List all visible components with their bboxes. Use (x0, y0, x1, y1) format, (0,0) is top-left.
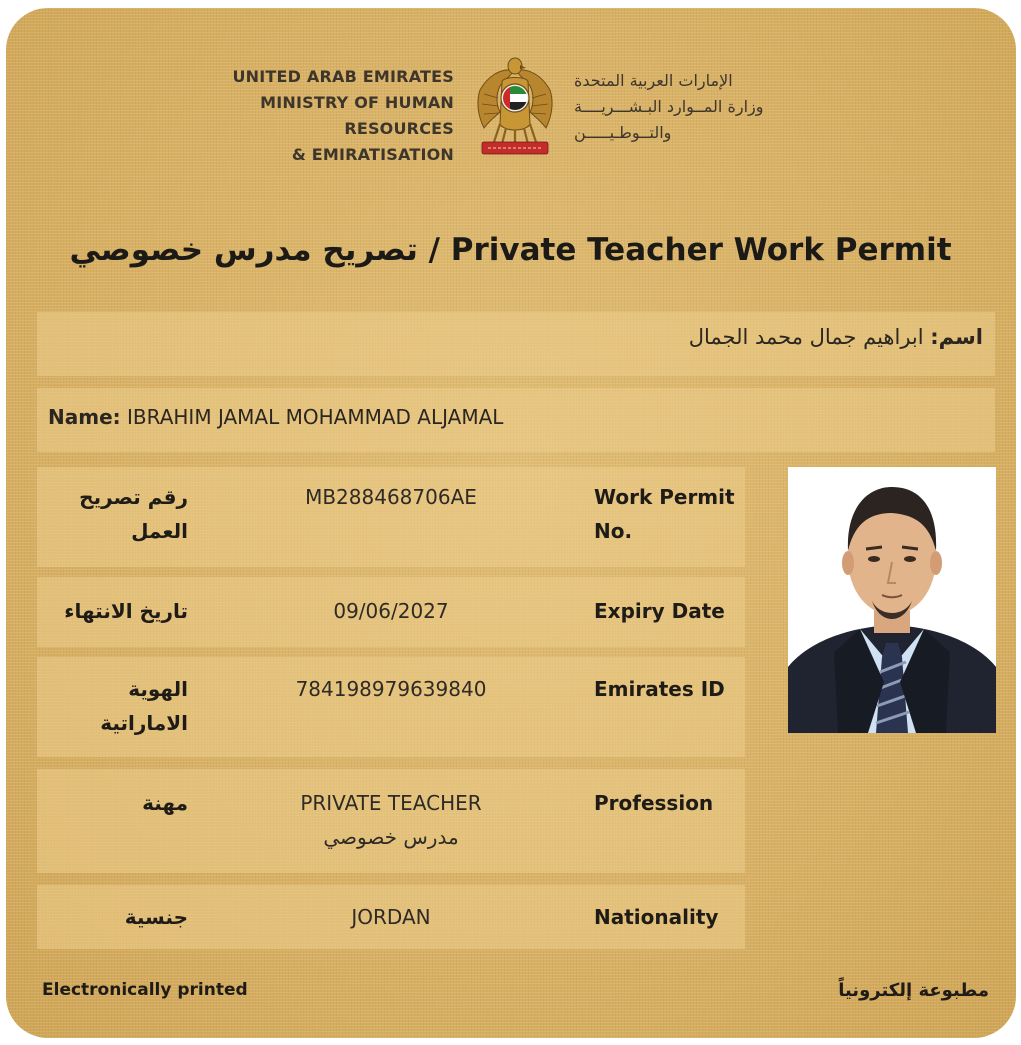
expiry-date-label-en: Expiry Date (594, 599, 725, 623)
name-arabic (689, 325, 983, 349)
profession-label-en: Profession (594, 791, 714, 815)
nationality-label-ar: جنسية (124, 905, 188, 929)
profession-label-ar: مهنة (142, 791, 188, 815)
profession-value-ar: مدرس خصوصي (323, 825, 459, 849)
profession-value-en: PRIVATE TEACHER (300, 791, 482, 815)
work-permit-no-value: MB288468706AE (305, 485, 477, 509)
work-permit-no-label-ar: رقم تصريح العمل (79, 485, 188, 543)
emirates-id-label-en: Emirates ID (594, 677, 725, 701)
nationality-label-en: Nationality (594, 905, 719, 929)
emirates-id-value: 784198979639840 (295, 677, 487, 701)
person-portrait-icon (788, 467, 996, 733)
header-en-line3: & EMIRATISATION (291, 145, 454, 164)
header-ar-line1: الإمارات العربية المتحدة (574, 71, 733, 90)
expiry-date-value: 09/06/2027 (333, 599, 449, 623)
uae-emblem-icon (470, 50, 560, 160)
name-english-label: Name: (48, 405, 121, 429)
work-permit-no-label-en: Work Permit No. (594, 485, 735, 543)
footer-english: Electronically printed (42, 980, 248, 1000)
nationality-value: JORDAN (351, 905, 431, 929)
name-arabic-value: ابراهيم جمال محمد الجمال (688, 325, 924, 349)
name-arabic-label: اسم: (930, 325, 983, 349)
name-english-value: IBRAHIM JAMAL MOHAMMAD ALJAMAL (127, 405, 504, 429)
holder-photo (788, 467, 996, 733)
header-ar-line2: وزارة المــوارد البـشـــريــــة (574, 97, 764, 116)
header-english (154, 64, 454, 168)
expiry-date-label-ar: تاريخ الانتهاء (64, 599, 188, 623)
emirates-id-label-ar: الهوية الاماراتية (100, 677, 188, 735)
document-title: تصريح مدرس خصوصي / Private Teacher Work Permit (69, 232, 952, 268)
header-ar-line3: والتــوطـيـــــن (574, 123, 672, 142)
header-en-line2: MINISTRY OF HUMAN RESOURCES (260, 93, 454, 138)
name-english (48, 405, 503, 429)
profession-value (230, 786, 552, 854)
header-arabic (574, 68, 894, 146)
header-en-line1: UNITED ARAB EMIRATES (232, 67, 454, 86)
footer-arabic: مطبوعة إلكترونياً (838, 980, 989, 1001)
